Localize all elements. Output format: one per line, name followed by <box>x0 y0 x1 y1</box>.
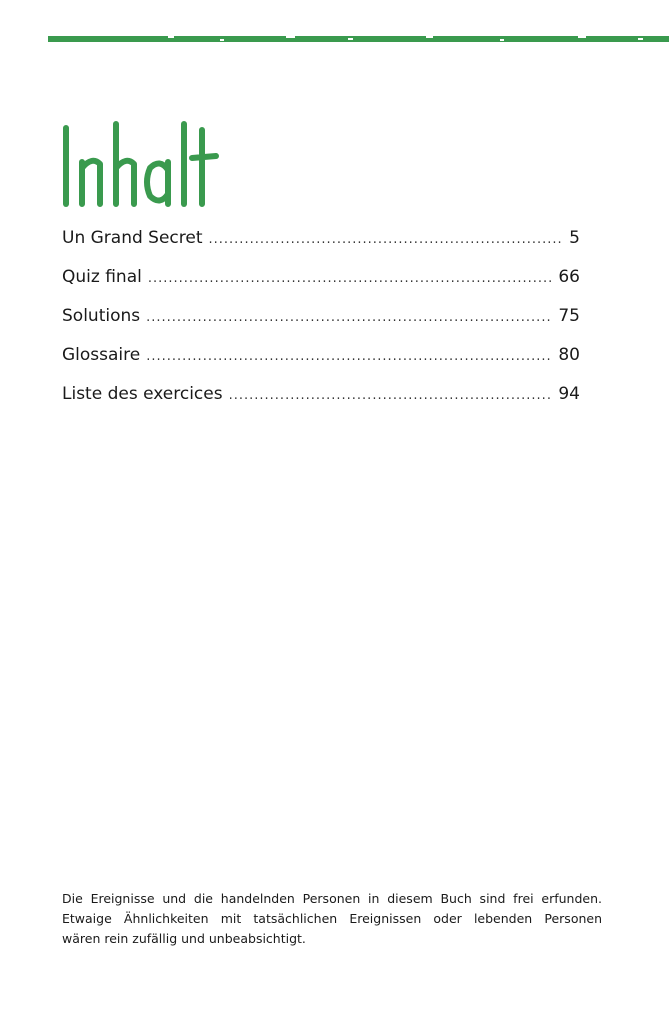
toc-entry-page: 66 <box>558 267 580 287</box>
table-of-contents <box>62 228 580 423</box>
toc-leader-dots <box>146 349 552 364</box>
toc-entry[interactable] <box>62 267 580 306</box>
toc-entry-label: Glossaire <box>62 345 141 365</box>
toc-entry-page: 94 <box>558 384 580 404</box>
toc-leader-dots <box>146 310 552 325</box>
disclaimer-line: Etwaige Ähnlichkeiten mit tatsächlichen Ereignissen oder lebenden Personen <box>62 911 602 926</box>
toc-entry-label: Un Grand Secret <box>62 228 203 248</box>
toc-entry-label: Solutions <box>62 306 141 326</box>
toc-entry[interactable] <box>62 384 580 423</box>
toc-entry[interactable] <box>62 228 580 267</box>
toc-entry[interactable] <box>62 306 580 345</box>
disclaimer-line: Die Ereignisse und die handelnden Personen in diesem Buch sind frei erfunden. <box>62 891 602 906</box>
toc-entry-label: Quiz final <box>62 267 142 287</box>
toc-entry[interactable] <box>62 345 580 384</box>
disclaimer-line: wären rein zufällig und unbeabsichtigt. <box>62 931 306 946</box>
page-title <box>60 118 320 213</box>
toc-leader-dots <box>148 271 553 286</box>
toc-leader-dots <box>209 232 564 247</box>
toc-entry-page: 75 <box>558 306 580 326</box>
disclaimer-note <box>62 889 602 949</box>
toc-entry-label: Liste des exercices <box>62 384 223 404</box>
top-decorative-band <box>48 35 669 43</box>
toc-leader-dots <box>229 388 553 403</box>
toc-entry-page: 80 <box>558 345 580 365</box>
toc-entry-page: 5 <box>569 228 580 248</box>
